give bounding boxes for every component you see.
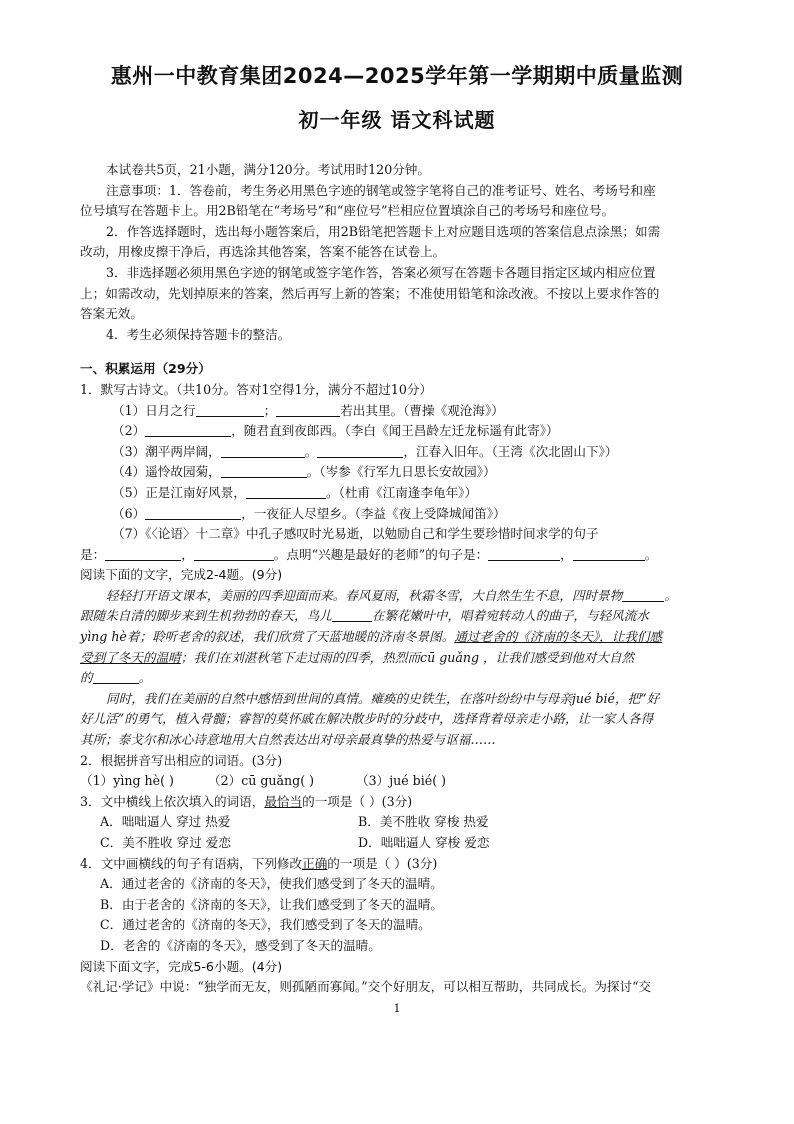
q1-line-1	[80, 401, 716, 422]
answer-blank[interactable]	[622, 587, 664, 602]
passage-1-line-4	[80, 648, 716, 669]
q1-l3a: （3）潮平两岸阔，	[112, 443, 221, 459]
q1-l4a: （4）遥怜故园菊，	[112, 464, 221, 480]
note-2a: 2．作答选择题时，选出每小题答案后，用2B铅笔把答题卡上对应题目选项的答案信息点涂黑；如需	[106, 223, 661, 239]
q1-l7b: 是：	[80, 546, 106, 562]
note-3c: 答案无效。	[80, 306, 143, 322]
answer-blank[interactable]	[145, 422, 231, 437]
q3-stem-text: 的一项是（ ）(3分)	[302, 793, 413, 809]
answer-blank[interactable]	[105, 546, 181, 561]
q1-line-7b	[80, 545, 716, 566]
q1-l6b: ，一夜征人尽望乡。（李益《夜上受降城闻笛》）	[241, 505, 506, 521]
passage-1-line-2	[80, 606, 716, 627]
q1-l3b: 。	[304, 443, 318, 459]
answer-blank[interactable]	[221, 443, 305, 458]
passage-text: yìng hè着；聆听老舍的叙述，我们欣赏了天蓝地暖的济南冬景图。	[80, 629, 455, 645]
q4-stem-emphasis: 正确	[302, 855, 328, 871]
q4-option-c[interactable]: C．通过老舍的《济南的冬天》，我们感受到了冬天的温晴。	[100, 917, 431, 933]
q3-option-d[interactable]: D．咄咄逼人 穿梭 爱恋	[358, 835, 490, 850]
passage-text: 。	[664, 587, 677, 603]
q4-option-b[interactable]: B．由于老舍的《济南的冬天》，让我们感受到了冬天的温晴。	[100, 896, 443, 912]
q1-l7c: ，	[181, 546, 194, 562]
q1-l7e: ，	[560, 546, 573, 562]
passage-text: 的	[80, 670, 93, 686]
exam-title: 惠州一中教育集团2024—2025学年第一学期期中质量监测	[110, 64, 684, 88]
q2-items	[80, 771, 716, 792]
answer-blank[interactable]	[145, 505, 241, 520]
answer-blank[interactable]	[317, 443, 403, 458]
q1-l2b: ，随君直到夜郎西。（李白《闻王昌龄左迁龙标遥有此寄》）	[231, 423, 559, 439]
page-number: 1	[393, 1002, 401, 1015]
answer-blank[interactable]	[488, 546, 560, 561]
q4-stem-text: 4．文中画横线的句子有语病，下列修改	[80, 855, 303, 871]
q4-stem	[80, 854, 716, 875]
passage-text: 在繁花嫩叶中，唱着宛转动人的曲子，与轻风流水	[371, 608, 649, 624]
note-3b: 上；如需改动，先划掉原来的答案，然后再写上新的答案；不准使用铅笔和涂改液。不按以上要求作答的	[80, 285, 660, 301]
q1-line-7: （7）《〈论语〉十二章》中孔子感叹时光易逝，以勉励自己和学生要珍惜时间求学的句子	[112, 526, 599, 542]
passage-text: 。	[138, 670, 152, 686]
q1-line-3	[80, 442, 716, 463]
q1-l5a: （5）正是江南好风景，	[112, 484, 246, 500]
passage-text: 轻轻打开语文课本，美丽的四季迎面而来。春风夏雨，秋霜冬雪，大自然生生不息，四时景物	[106, 587, 623, 603]
passage-2-line-1: 同时，我们在美丽的自然中感悟到世间的真情。瘫痪的史铁生，在落叶纷纷中与母亲jué bié，把“好	[106, 690, 660, 706]
section-heading: 一、积累运用（29分）	[80, 361, 211, 377]
q3-options-row-2	[80, 833, 716, 854]
q1-l5b: 。（杜甫《江南逢李龟年》）	[325, 484, 478, 500]
passage-text: 跟随朱自清的脚步来到生机勃勃的春天，鸟儿	[80, 608, 332, 624]
q1-l6a: （6）	[112, 505, 146, 521]
q4-option-d[interactable]: D．老舍的《济南的冬天》，感受到了冬天的温晴。	[100, 937, 381, 953]
q2-stem: 2．根据拼音写出相应的词语。(3分)	[80, 752, 283, 768]
q1-line-5	[80, 483, 716, 504]
reading-1-intro: 阅读下面的文字，完成2-4题。(9分)	[80, 567, 283, 583]
answer-blank[interactable]	[573, 546, 645, 561]
passage-2-line-3: 其所；泰戈尔和冰心诗意地用大自然表达出对母亲最真挚的热爱与讴福……	[80, 732, 496, 748]
answer-blank[interactable]	[246, 484, 326, 499]
answer-blank[interactable]	[196, 402, 264, 417]
q3-options-row-1	[80, 812, 716, 833]
q1-stem: 1．默写古诗文。（共10分。答对1空得1分，满分不超过10分）	[80, 381, 433, 397]
q1-l1a: （1）日月之行	[112, 402, 196, 418]
q2-item-2[interactable]: （2）cū guǎng( )	[208, 773, 315, 789]
reading-2-line-1: 《礼记·学记》中说：“独学而无友，则孤陋而寡闻。”交个好朋友，可以相互帮助，共同成长。为探讨“交	[80, 979, 652, 995]
q1-line-4	[80, 462, 716, 483]
passage-1-line-1	[80, 586, 716, 607]
passage-1-line-5	[80, 668, 716, 689]
q3-option-a[interactable]: A．咄咄逼人 穿过 热爱	[100, 814, 231, 830]
q1-line-6	[80, 504, 716, 525]
note-1b: 位号填写在答题卡上。用2B铅笔在“考场号”和“座位号”栏相应位置填涂自己的考场号和座位号。	[80, 203, 615, 219]
underlined-sentence: 受到了冬天的温晴	[80, 649, 181, 665]
instructions-intro: 本试卷共5页，21小题，满分120分。考试用时120分钟。	[106, 162, 430, 177]
q4-option-a[interactable]: A．通过老舍的《济南的冬天》，使我们感受到了冬天的温晴。	[100, 876, 443, 892]
q3-stem-emphasis: 最恰当	[264, 793, 303, 809]
q2-item-1[interactable]: （1）yìng hè( )	[80, 773, 174, 789]
passage-2-line-2: 好儿活”的勇气，植入骨髓；睿智的莫怀戚在解决散步时的分歧中，选择背着母亲走小路，让一家人各得	[80, 711, 654, 727]
q1-line-2	[80, 421, 716, 442]
answer-blank[interactable]	[221, 463, 307, 478]
exam-body	[80, 160, 716, 998]
note-4: 4．考生必须保持答题卡的整洁。	[106, 326, 291, 342]
note-2b: 改动，用橡皮擦干净后，再选涂其他答案，答案不能答在试卷上。	[80, 244, 446, 260]
q1-l3c: ，江春入旧年。（王湾《次北固山下》）	[403, 443, 618, 459]
reading-2-intro: 阅读下面文字，完成5-6小题。(4分)	[80, 958, 283, 974]
answer-blank[interactable]	[194, 546, 274, 561]
answer-blank[interactable]	[276, 402, 340, 417]
q1-l7f: 。	[644, 546, 658, 562]
q1-l1b: ；	[263, 402, 277, 418]
q3-option-b[interactable]: B．美不胜收 穿梭 热爱	[358, 814, 489, 830]
q1-l1c: 若出其里。（曹操《观沧海》）	[340, 402, 504, 418]
answer-blank[interactable]	[332, 607, 372, 622]
q4-stem-text: 的一项是（ ）(3分)	[327, 855, 438, 871]
passage-1-line-3	[80, 627, 716, 648]
exam-subtitle: 初一年级 语文科试题	[298, 108, 496, 132]
q1-l4b: 。（岑参《行军九日思长安故园》）	[306, 464, 496, 480]
underlined-sentence: 通过老舍的《济南的冬天》，让我们感	[454, 629, 663, 645]
note-1a: 注意事项：1．答卷前，考生务必用黑色字迹的钢笔或签字笔将自己的准考证号、姓名、考场号和座	[106, 182, 656, 198]
q3-option-c[interactable]: C．美不胜收 穿过 爱恋	[100, 835, 231, 850]
passage-text: ；我们在刘湛秋笔下走过雨的四季，热烈而cū guǎng ，让我们感受到他对大自然	[180, 649, 635, 665]
q1-l2a: （2）	[112, 423, 146, 439]
note-3a: 3．非选择题必须用黑色字迹的钢笔或签字笔作答，答案必须写在答题卡各题目指定区域内相应位置	[106, 264, 656, 280]
q1-l7d: 。点明“兴趣是最好的老师”的句子是：	[273, 546, 489, 562]
answer-blank[interactable]	[93, 669, 139, 684]
q2-item-3[interactable]: （3）jué bié( )	[356, 773, 447, 789]
q3-stem-text: 3．文中横线上依次填入的词语，	[80, 793, 265, 809]
q3-stem	[80, 792, 716, 813]
